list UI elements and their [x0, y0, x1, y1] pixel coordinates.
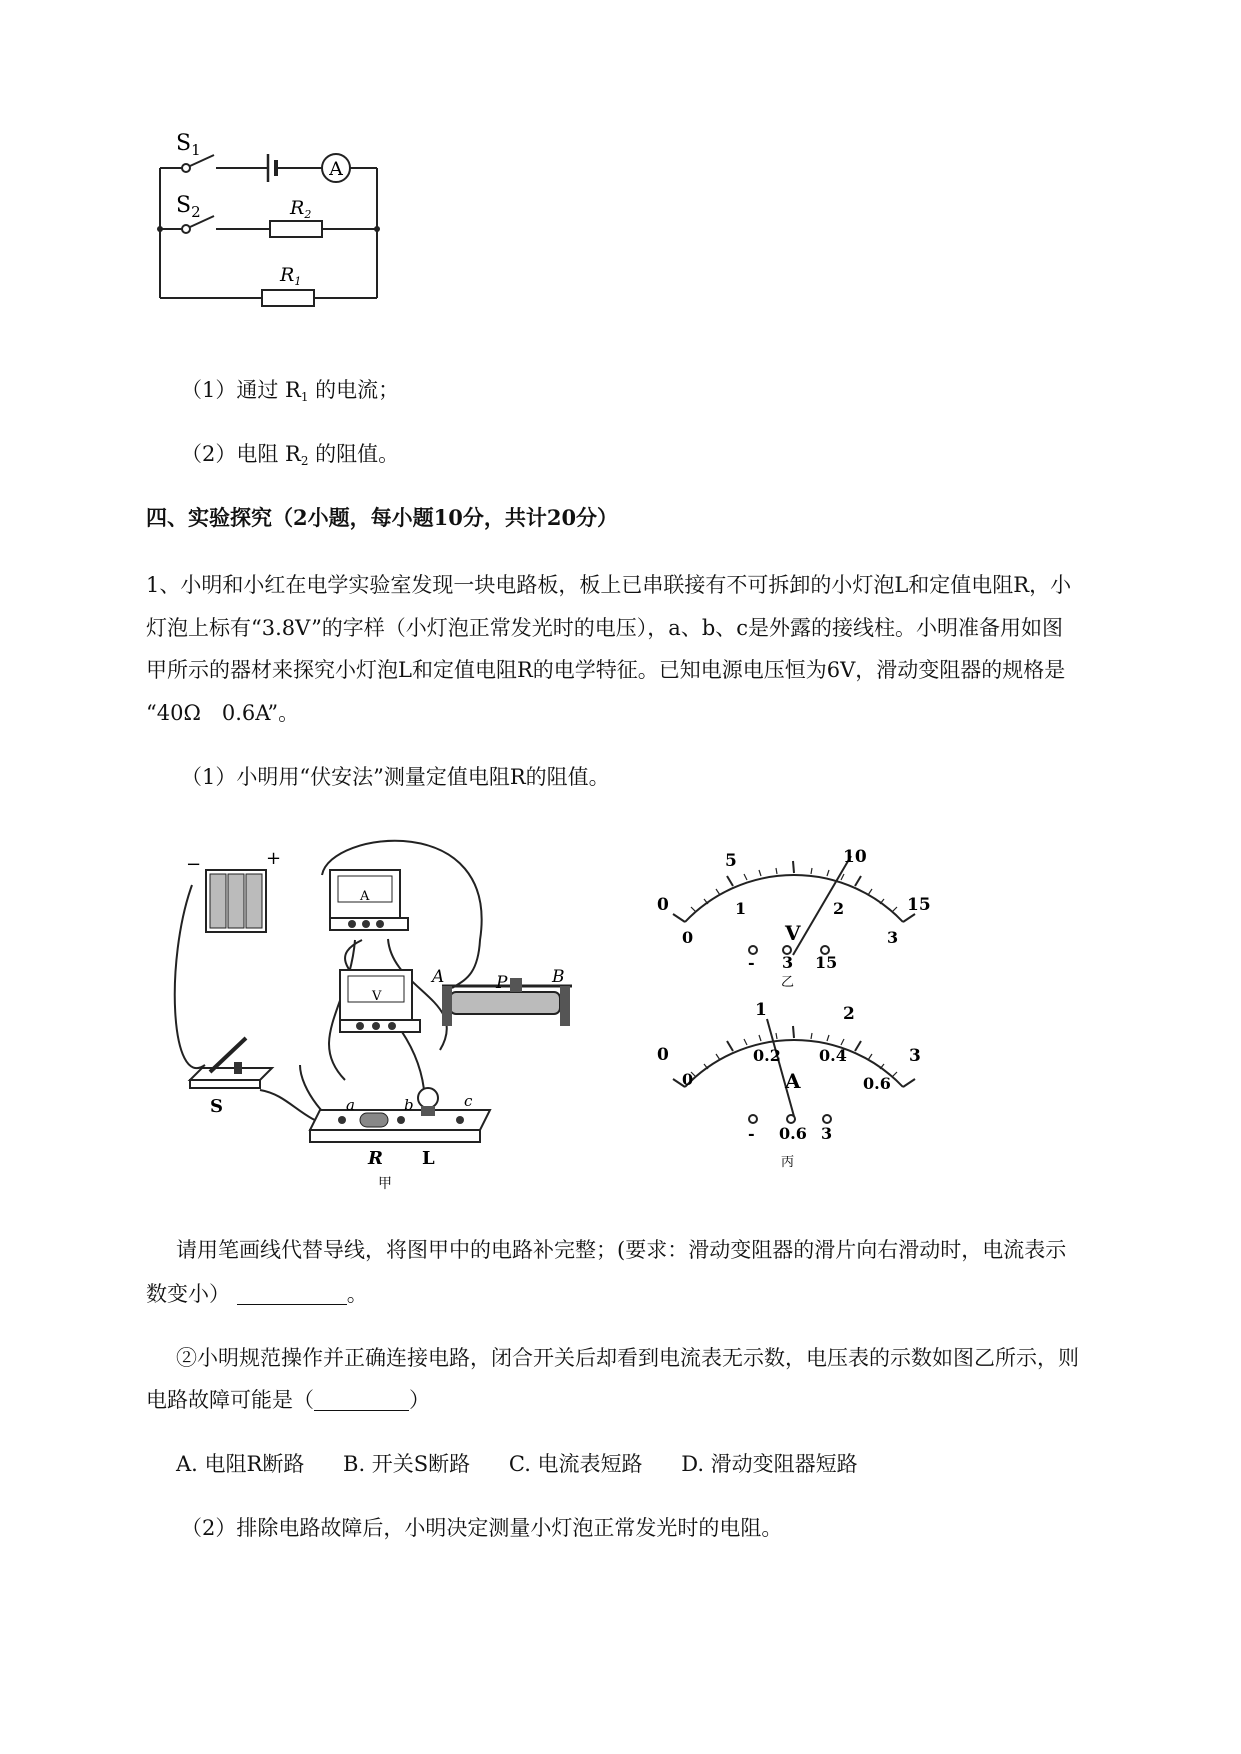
- v-unit: V: [785, 921, 801, 945]
- svg-text:+: +: [266, 848, 282, 869]
- a-outer-1: 1: [755, 1000, 767, 1020]
- instruction-line2-text: 数变小）: [146, 1282, 230, 1306]
- term-a-label: a: [346, 1096, 355, 1114]
- q1-sub1: （1）小明用“伏安法”测量定值电阻R的阻值。: [181, 765, 610, 789]
- option-c[interactable]: C. 电流表短路: [508, 1452, 643, 1476]
- lamp-label: L: [422, 1148, 435, 1169]
- v-outer-0: 0: [657, 895, 669, 915]
- svg-text:−: −: [186, 854, 202, 875]
- voltmeter-yi: [655, 830, 945, 990]
- a-inner-0: 0: [682, 1070, 694, 1089]
- a-outer-0: 0: [657, 1045, 669, 1065]
- v-inner-3: 3: [887, 928, 899, 947]
- circuit-board-icon: [310, 1088, 490, 1142]
- ammeter-bing: [655, 995, 945, 1180]
- a-outer-3: 3: [909, 1046, 921, 1066]
- option-d[interactable]: D. 滑动变阻器短路: [681, 1452, 858, 1476]
- v-inner-2: 2: [833, 899, 845, 918]
- q2-line2-start: 电路故障可能是（: [146, 1388, 314, 1412]
- instruction-line2: [146, 1280, 368, 1308]
- battery-icon: [186, 848, 281, 932]
- v-outer-1: 5: [725, 851, 737, 871]
- rheostat-a-label: A: [432, 967, 445, 987]
- rheostat-b-label: B: [552, 967, 565, 987]
- instruction-line1: 请用笔画线代替导线，将图甲中的电路补完整；(要求：滑动变阻器的滑片向右滑动时，电流表示: [176, 1238, 1067, 1262]
- resistor-label: R: [368, 1148, 383, 1169]
- term-b-label: b: [404, 1096, 414, 1114]
- q1-sub2: （2）排除电路故障后，小明决定测量小灯泡正常发光时的电阻。: [181, 1516, 783, 1540]
- r2-label: $R_2$: [290, 197, 312, 221]
- options-row: [176, 1450, 890, 1478]
- option-b[interactable]: B. 开关S断路: [343, 1452, 471, 1476]
- q2-line2-end: ）: [409, 1388, 430, 1412]
- s1-label: $S_1$: [176, 131, 201, 159]
- q3-item2: （2）电阻 $R_2$ 的阻值。: [181, 442, 400, 468]
- figure-jia-caption: 甲: [378, 1176, 392, 1192]
- voltmeter-device-label: V: [372, 989, 382, 1004]
- v-inner-1: 1: [735, 899, 747, 918]
- v-term-0: -: [748, 953, 755, 972]
- v-term-2: 15: [815, 953, 838, 972]
- a-caption: 丙: [781, 1155, 795, 1170]
- r1-label: $R_1$: [280, 264, 302, 288]
- a-inner-3: 0.6: [863, 1074, 891, 1093]
- a-term-1: 0.6: [779, 1124, 807, 1143]
- q1-line1: 1、小明和小红在电学实验室发现一块电路板，板上已串联接有不可拆卸的小灯泡L和定值电阻R，小: [146, 573, 1072, 597]
- answer-blank-2[interactable]: [314, 1390, 409, 1411]
- option-a[interactable]: A. 电阻R断路: [176, 1452, 305, 1476]
- a-inner-1: 0.2: [753, 1046, 781, 1065]
- v-outer-3: 15: [907, 895, 931, 915]
- q2-line1: ②小明规范操作并正确连接电路，闭合开关后却看到电流表无示数，电压表的示数如图乙所示，则: [176, 1346, 1079, 1370]
- a-unit: A: [785, 1069, 801, 1093]
- a-term-2: 3: [821, 1124, 833, 1143]
- q1-line3: 甲所示的器材来探究小灯泡L和定值电阻R的电学特征。已知电源电压恒为6V，滑动变阻器的规格是: [146, 658, 1066, 682]
- switch-label: S: [210, 1096, 223, 1117]
- q2-line2: [146, 1386, 430, 1414]
- figure-jia: [180, 840, 650, 1190]
- q1-line4: “40Ω 0.6A”。: [146, 701, 300, 725]
- instruction-line2-end: 。: [346, 1282, 368, 1306]
- v-outer-2: 10: [843, 847, 867, 867]
- rheostat-p-label: P: [496, 973, 508, 993]
- section-heading: 四、实验探究（2小题，每小题10分，共计20分）: [146, 505, 619, 530]
- v-term-1: 3: [782, 953, 794, 972]
- v-caption: 乙: [781, 975, 795, 990]
- ammeter-label: A: [329, 158, 343, 180]
- a-inner-2: 0.4: [819, 1046, 847, 1065]
- a-outer-2: 2: [843, 1004, 855, 1024]
- ammeter-device-label: A: [360, 889, 370, 904]
- v-inner-0: 0: [682, 928, 694, 947]
- s2-label: $S_2$: [176, 193, 201, 221]
- q3-item1: （1）通过 $R_1$ 的电流；: [181, 378, 400, 404]
- a-term-0: -: [748, 1124, 755, 1143]
- answer-blank-1[interactable]: [237, 1284, 347, 1305]
- q1-line2: 灯泡上标有“3.8V”的字样（小灯泡正常发光时的电压），a、b、c是外露的接线柱。小明准备用如图: [146, 616, 1064, 640]
- circuit-diagram: [150, 130, 440, 345]
- term-c-label: c: [464, 1092, 473, 1110]
- switch-icon: [190, 1038, 272, 1088]
